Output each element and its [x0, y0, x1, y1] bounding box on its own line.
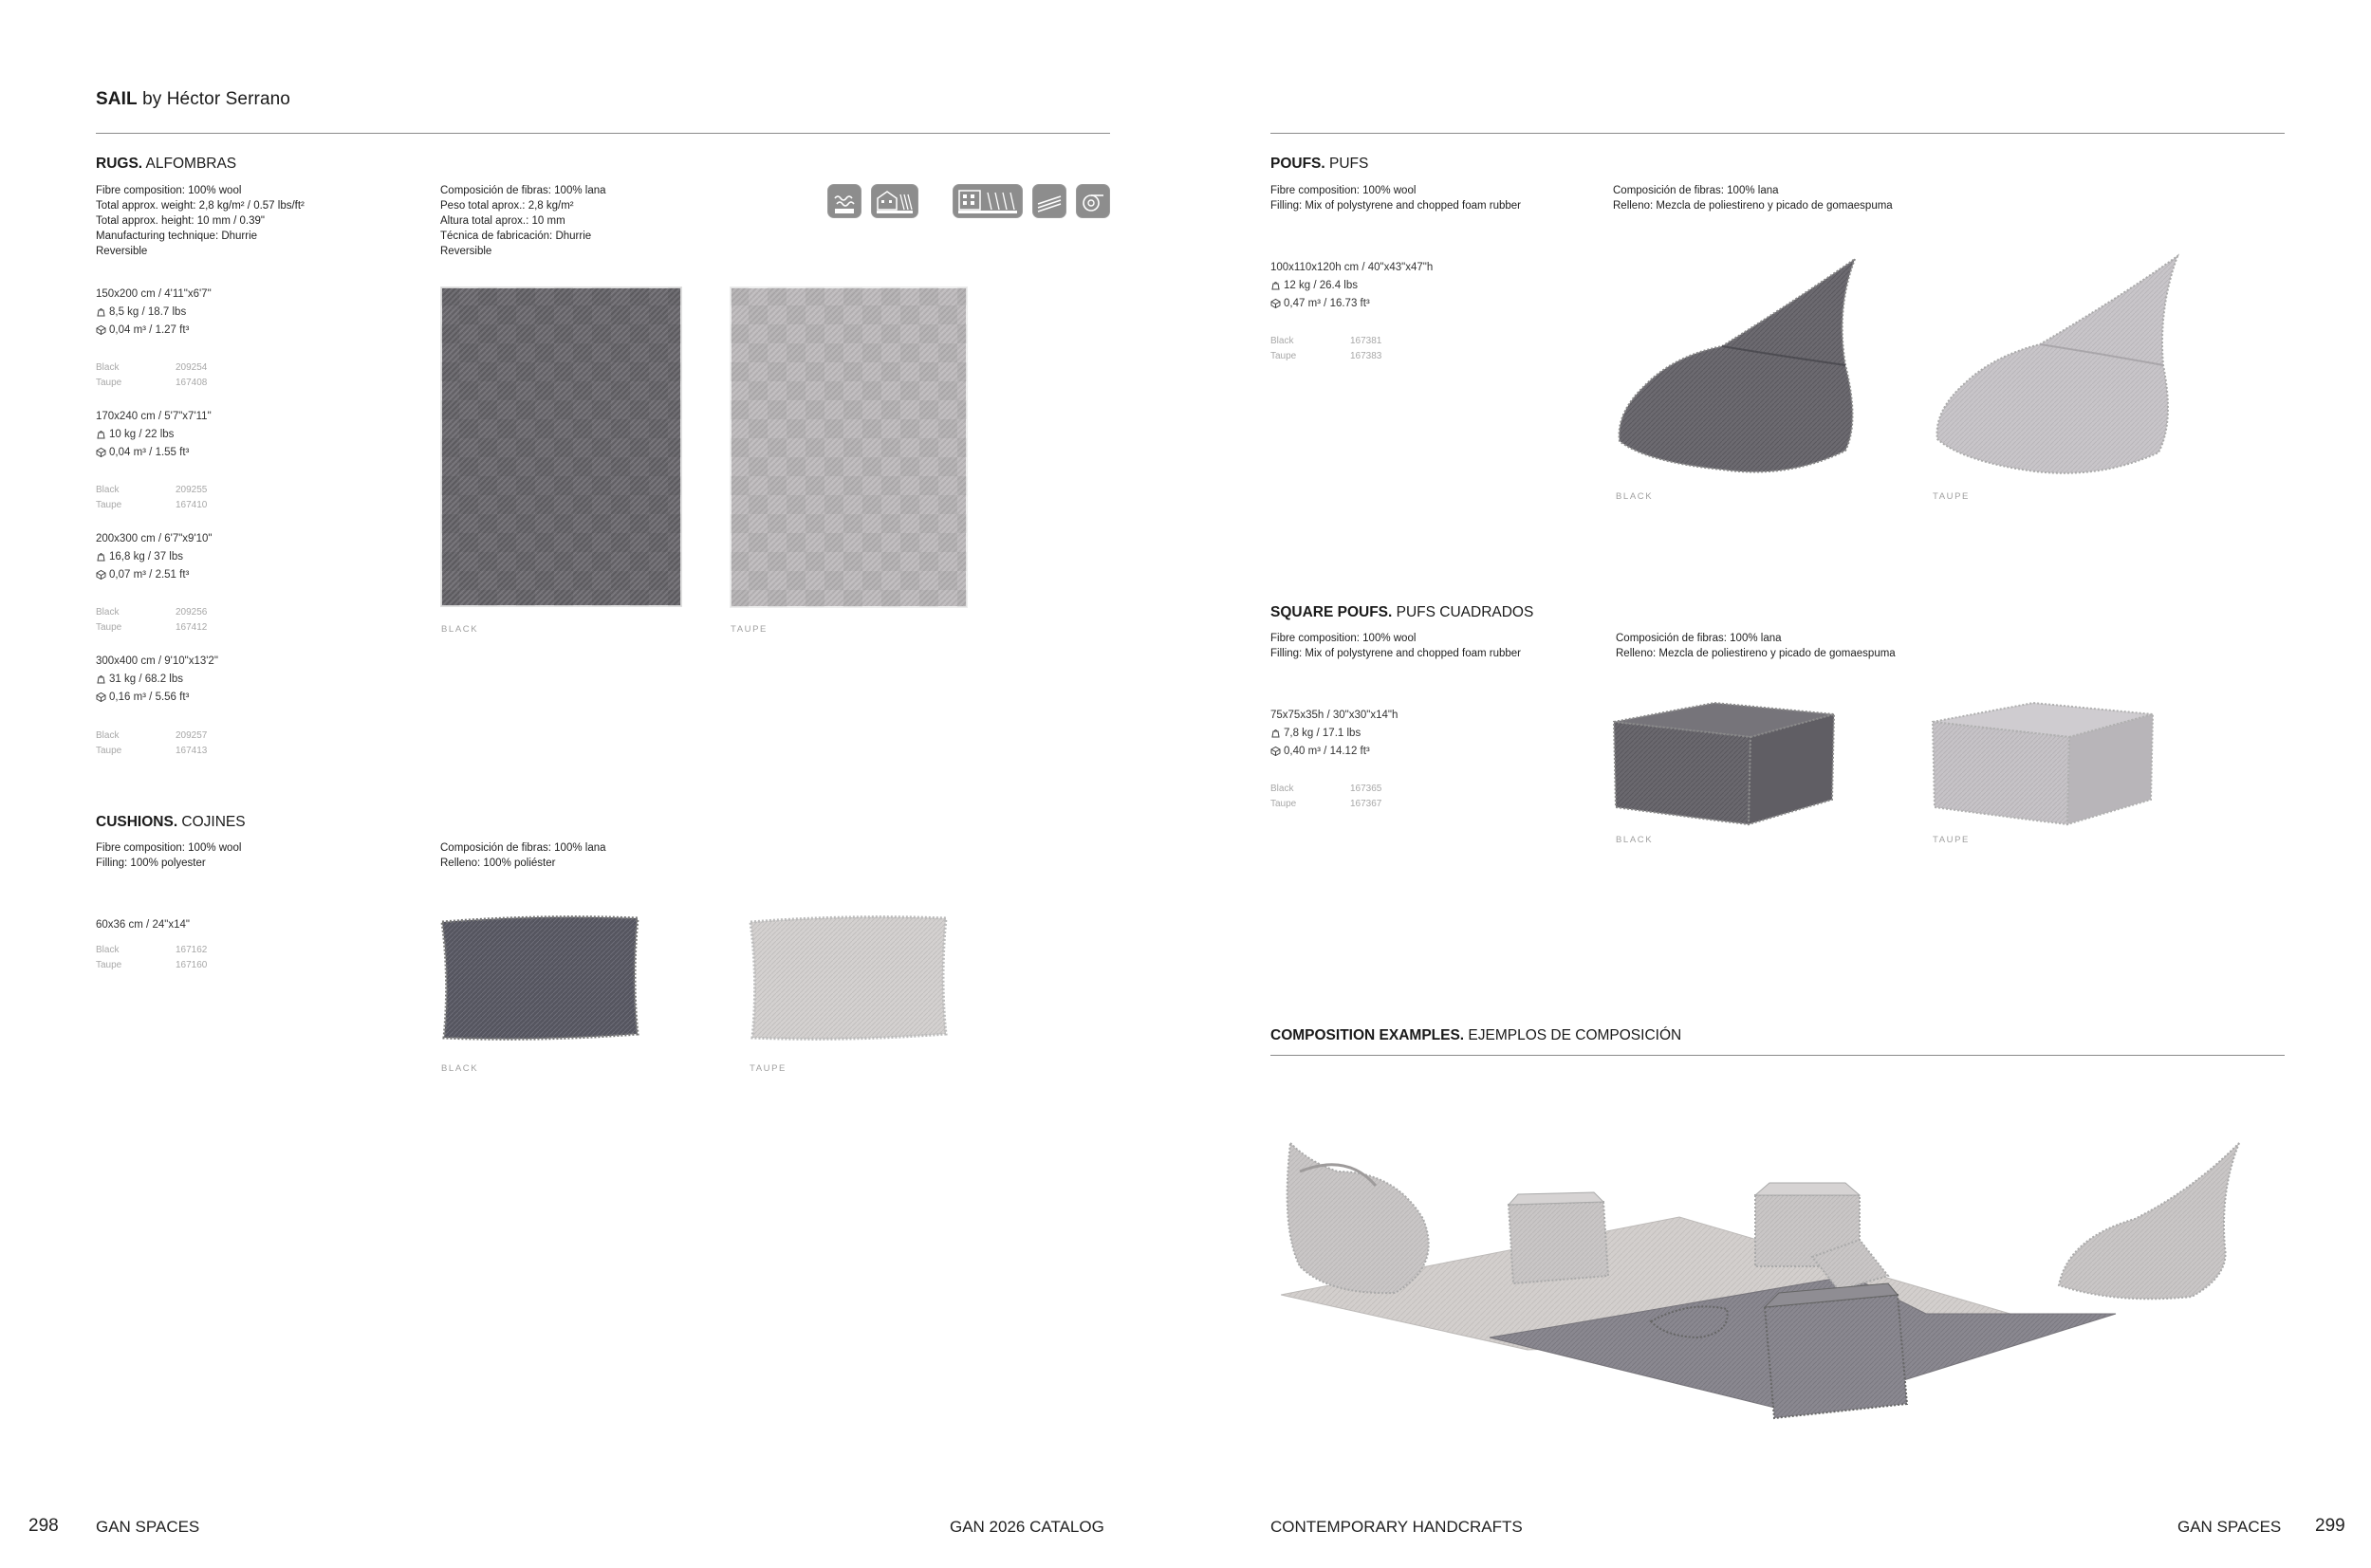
- cushion-dimensions: 60x36 cm / 24"x14": [96, 919, 190, 931]
- collection-title-designer: by Héctor Serrano: [137, 89, 290, 109]
- footer-section-right: GAN SPACES: [2177, 1518, 2282, 1536]
- weight-icon: [96, 306, 106, 316]
- composition-heading: COMPOSITION EXAMPLES. EJEMPLOS DE COMPOSICIÓN: [1270, 1027, 1682, 1043]
- rug-black-image: [440, 286, 682, 607]
- volume-icon: [96, 569, 106, 579]
- pouf-refs: Black 167381 Taupe 167383: [1270, 336, 1382, 361]
- pouf-taupe-caption: TAUPE: [1933, 491, 1970, 502]
- rug-refs-1: Black 209254 Taupe 167408: [96, 362, 208, 388]
- cushion-black-image: [435, 913, 643, 1047]
- rug-taupe-caption: TAUPE: [731, 624, 768, 635]
- volume-icon: [96, 324, 106, 334]
- pouf-taupe-image: [1926, 251, 2211, 484]
- square-pouf-taupe-image: [1929, 697, 2157, 830]
- collection-title-bold: SAIL: [96, 89, 138, 109]
- page-number-left: 298: [28, 1516, 59, 1536]
- poufs-spec-en: Fibre composition: 100% wool Filling: Mix of polystyrene and chopped foam rubber: [1270, 185, 1522, 212]
- rug-size-2: 170x240 cm / 5'7"x7'11" 10 kg / 22 lbs 0,04 m³ / 1.55 ft³: [96, 411, 212, 458]
- collection-title: [96, 89, 290, 110]
- roll-icon: [1076, 184, 1110, 218]
- poufs-spec-es: Composición de fibras: 100% lana Relleno: Mezcla de poliestireno y picado de gomaespuma: [1613, 185, 1893, 212]
- rug-size-1: [96, 286, 212, 340]
- weight-icon: [96, 429, 106, 438]
- rug-size-3: 200x300 cm / 6'7"x9'10" 16,8 kg / 37 lbs 0,07 m³ / 2.51 ft³: [96, 533, 213, 581]
- footer-tagline: CONTEMPORARY HANDCRAFTS: [1270, 1518, 1523, 1536]
- square-pouf-black-image: [1610, 697, 1838, 830]
- weight-icon: [1270, 728, 1281, 737]
- cushion-black-caption: BLACK: [441, 1063, 479, 1074]
- rug-refs-2: Black 209255 Taupe 167410: [96, 485, 208, 510]
- rug-refs-3: Black 209256 Taupe 167412: [96, 607, 208, 633]
- pouf-size: 100x110x120h cm / 40"x43"x47"h 12 kg / 26.4 lbs 0,47 m³ / 16.73 ft³: [1270, 262, 1434, 309]
- rug-taupe-image: [730, 286, 968, 608]
- cushion-refs: Black 167162 Taupe 167160: [96, 945, 208, 970]
- underlay-icon: [1032, 184, 1066, 218]
- square-pouf-black-caption: BLACK: [1616, 835, 1654, 845]
- indoor-icon: [871, 184, 918, 218]
- poufs-heading: POUFS. PUFS: [1270, 156, 1369, 172]
- weight-icon: [1270, 280, 1281, 289]
- cushion-taupe-image: [743, 913, 952, 1047]
- rug-size-4: 300x400 cm / 9'10"x13'2" 31 kg / 68.2 lbs 0,16 m³ / 5.56 ft³: [96, 655, 218, 703]
- volume-icon: [1270, 746, 1281, 755]
- title-rule-right: [1270, 133, 2285, 134]
- pouf-black-caption: BLACK: [1616, 491, 1654, 502]
- square-pouf-refs: Black 167365 Taupe 167367: [1270, 784, 1382, 809]
- cushions-heading: CUSHIONS. COJINES: [96, 814, 246, 830]
- square-pouf-size: 75x75x35h / 30"x30"x14"h 7,8 kg / 17.1 lbs 0,40 m³ / 14.12 ft³: [1270, 710, 1399, 757]
- rugs-heading: RUGS. ALFOMBRAS: [96, 156, 237, 172]
- wash-icon: [827, 184, 861, 218]
- title-rule: [96, 133, 1110, 134]
- weight-icon: [96, 673, 106, 683]
- rugs-spec-en: Fibre composition: 100% wool Total approx. weight: 2,8 kg/m² / 0.57 lbs/ft² Total approx. height: 10 mm / 0.39" Manufacturing technique: Dhurrie Reversible: [96, 185, 305, 257]
- volume-icon: [1270, 298, 1281, 307]
- composition-rule: [1270, 1055, 2285, 1056]
- page-number-right: 299: [2315, 1516, 2345, 1536]
- square-poufs-spec-es: Composición de fibras: 100% lana Relleno: Mezcla de poliestireno y picado de gomaespuma: [1616, 633, 1896, 659]
- cushion-taupe-caption: TAUPE: [750, 1063, 787, 1074]
- rug-dimensions: 150x200 cm / 4'11"x6'7": [96, 288, 212, 300]
- outdoor-icon: [953, 184, 1023, 218]
- pouf-black-image: [1608, 251, 1893, 484]
- volume-icon: [96, 447, 106, 456]
- rug-volume: 0,04 m³ / 1.27 ft³: [96, 322, 212, 340]
- rug-weight: 8,5 kg / 18.7 lbs: [96, 304, 212, 322]
- weight-icon: [96, 551, 106, 561]
- footer-catalog: GAN 2026 CATALOG: [950, 1518, 1104, 1536]
- cushions-spec-en: Fibre composition: 100% wool Filling: 100% polyester: [96, 842, 242, 869]
- footer-section-left: GAN SPACES: [96, 1518, 200, 1536]
- square-pouf-taupe-caption: TAUPE: [1933, 835, 1970, 845]
- rug-black-caption: BLACK: [441, 624, 479, 635]
- rugs-spec-es: Composición de fibras: 100% lana Peso total aprox.: 2,8 kg/m² Altura total aprox.: 10 mm Técnica de fabricación: Dhurrie Reversible: [440, 185, 606, 257]
- composition-image: [1281, 1134, 2249, 1456]
- square-poufs-heading: SQUARE POUFS. PUFS CUADRADOS: [1270, 604, 1534, 620]
- rug-refs-4: Black 209257 Taupe 167413: [96, 730, 208, 756]
- volume-icon: [96, 692, 106, 701]
- square-poufs-spec-en: Fibre composition: 100% wool Filling: Mix of polystyrene and chopped foam rubber: [1270, 633, 1522, 659]
- cushions-spec-es: Composición de fibras: 100% lana Relleno: 100% poliéster: [440, 842, 606, 869]
